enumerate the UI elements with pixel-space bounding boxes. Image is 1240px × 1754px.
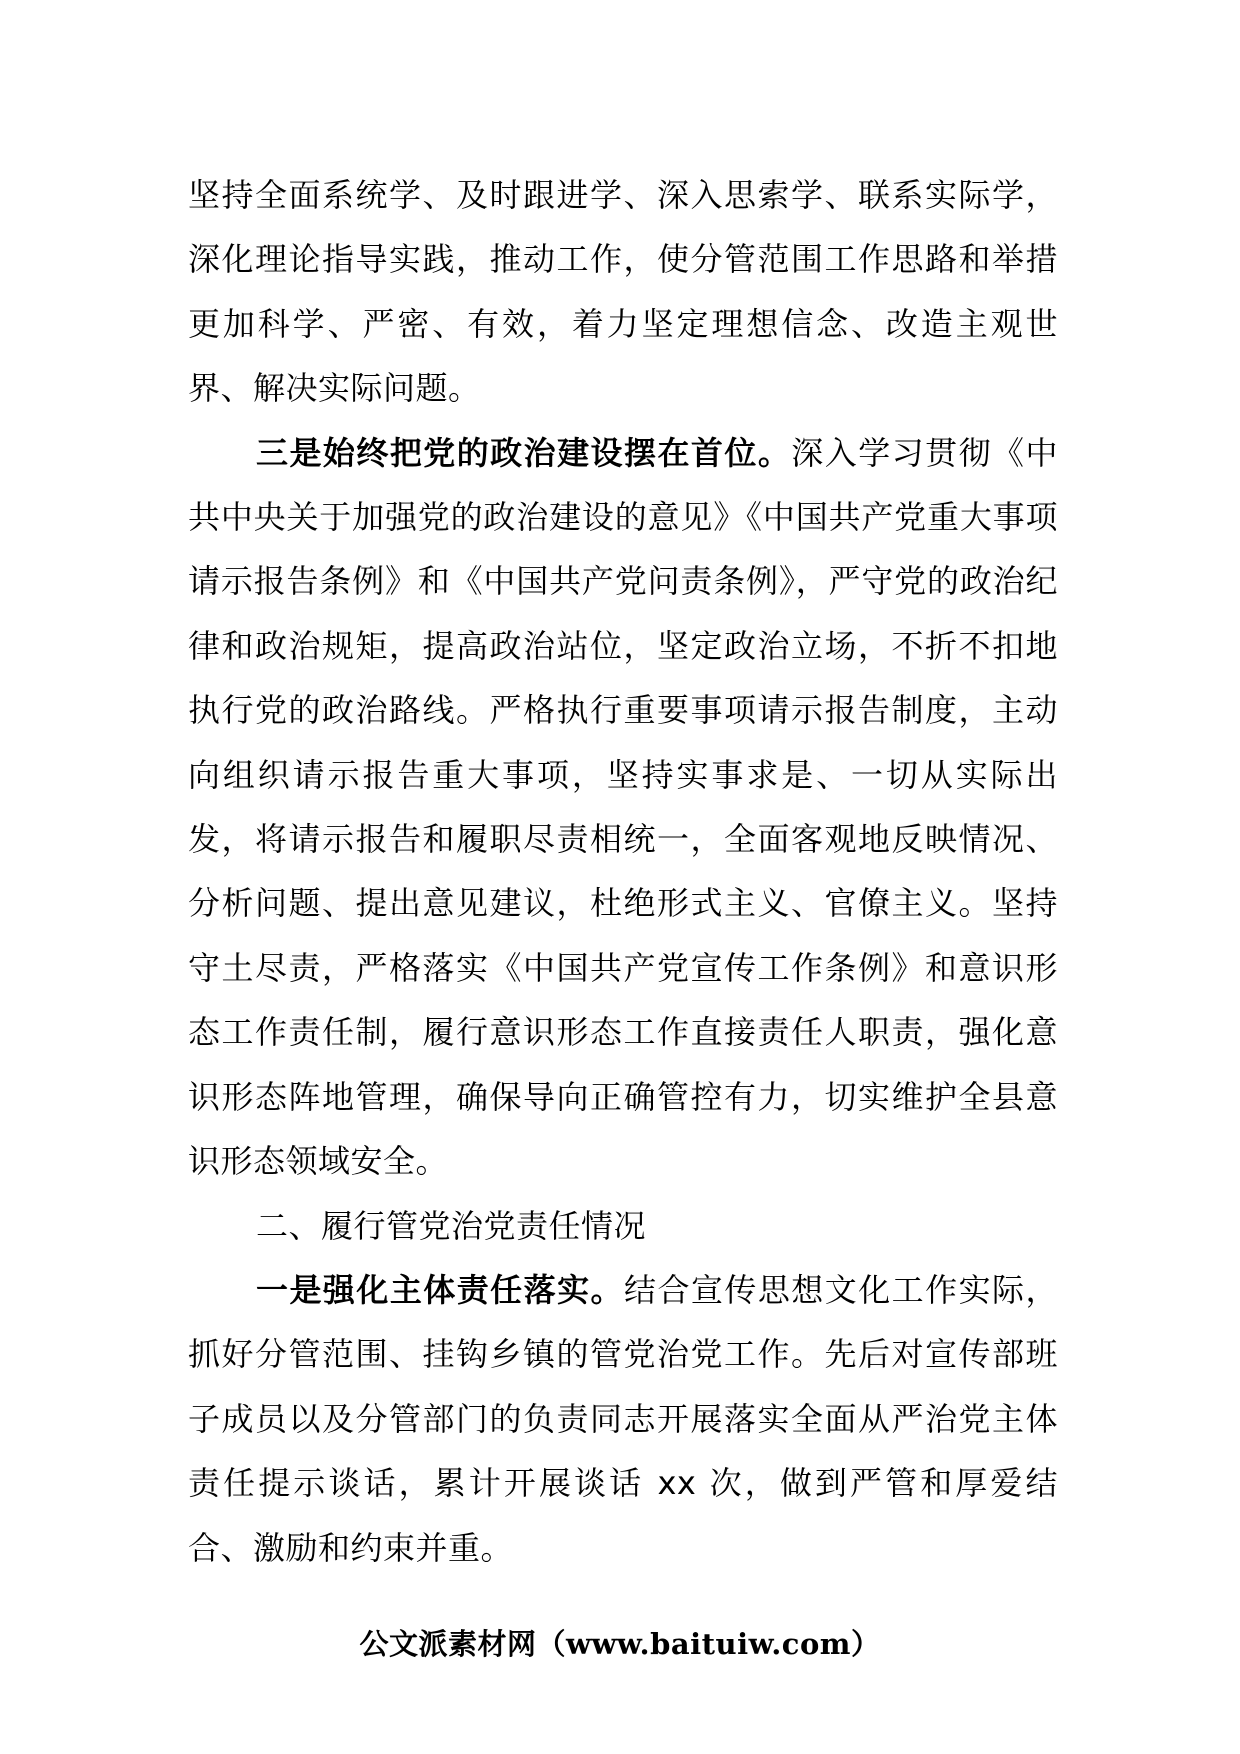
paragraph-main-responsibility [188, 1258, 1058, 1580]
section-heading [188, 1194, 1058, 1258]
paragraph-lead-heading: 一是强化主体责任落实。 [256, 1270, 625, 1309]
section-heading-text: 二、履行管党治党责任情况 [256, 1206, 647, 1245]
document-body [188, 163, 1058, 1580]
paragraph-text: 深入学习贯彻《中共中央关于加强党的政治建设的意见》《中国共产党重大事项请示报告条例》和《中国共产党问责条例》，严守党的政治纪律和政治规矩，提高政治站位，坚定政治立场，不折不扣地执行党的政治路线。严格执行重要事项请示报告制度，主动向组织请示报告重大事项，坚持实事求是、一切从实际出发，将请示报告和履职尽责相统一，全面客观地反映情况、分析问题、提出意见建议，杜绝形式主义、官僚主义。坚持守土尽责，严格落实《中国共产党宣传工作条例》和意识形态工作责任制，履行意识形态工作直接责任人职责，强化意识形态阵地管理，确保导向正确管控有力，切实维护全县意识形态领域安全。 [188, 433, 1058, 1181]
paragraph-political-building [188, 421, 1058, 1194]
paragraph-study-theory [188, 163, 1058, 421]
paragraph-lead-heading: 三是始终把党的政治建设摆在首位。 [256, 433, 792, 472]
paragraph-text: 结合宣传思想文化工作实际，抓好分管范围、挂钩乡镇的管党治党工作。先后对宣传部班子成员以及分管部门的负责同志开展落实全面从严治党主体责任提示谈话，累计开展谈话 xx 次，做到严管和厚爱结合、激励和约束并重。 [188, 1270, 1058, 1567]
footer-watermark: 公文派素材网（www.baituiw.com） [359, 1627, 881, 1661]
paragraph-text: 坚持全面系统学、及时跟进学、深入思索学、联系实际学，深化理论指导实践，推动工作，使分管范围工作思路和举措更加科学、严密、有效，着力坚定理想信念、改造主观世界、解决实际问题。 [188, 176, 1058, 408]
